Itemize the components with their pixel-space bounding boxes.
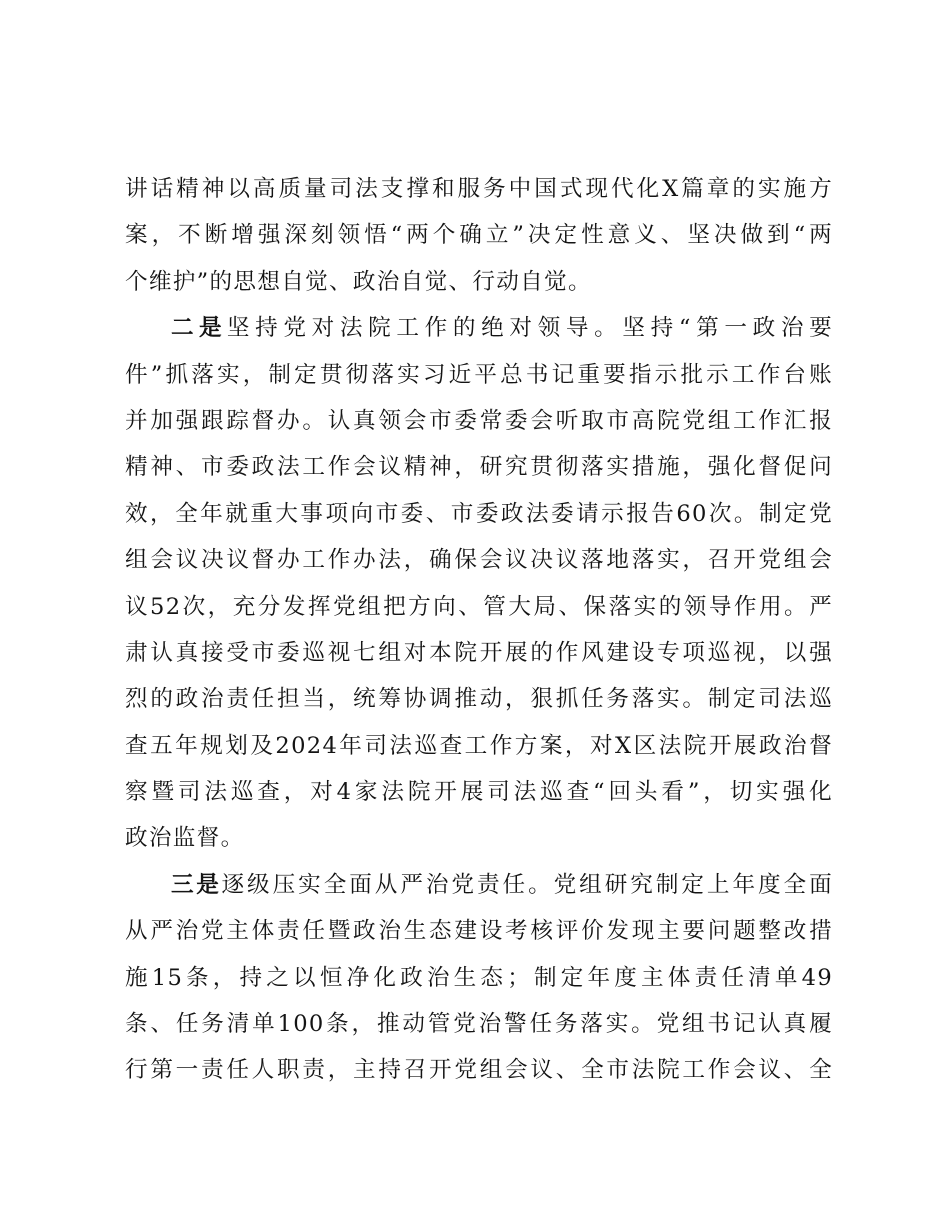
text-line: 肃认真接受市委巡视七组对本院开展的作风建设专项巡视，以强 <box>125 639 833 666</box>
text-line-first <box>125 305 833 351</box>
paragraph-lead-label: 二是 <box>171 315 227 342</box>
text-line-rest: 坚持党对法院工作的绝对领导。坚持“第一政治要 <box>226 315 833 342</box>
text-line: 效，全年就重大事项向市委、市委政法委请示报告60次。制定党 <box>125 500 833 527</box>
text-line-rest: 逐级压实全面从严治党责任。党组研究制定上年度全面 <box>221 871 833 898</box>
text-line: 并加强跟踪督办。认真领会市委常委会听取市高院党组工作汇报 <box>125 407 833 434</box>
text-line: 个维护”的思想自觉、政治自觉、行动自觉。 <box>125 268 592 295</box>
text-line: 案，不断增强深刻领悟“两个确立”决定性意义、坚决做到“两 <box>125 222 833 249</box>
text-line: 精神、市委政法工作会议精神，研究贯彻落实措施，强化督促问 <box>125 454 833 481</box>
text-line: 讲话精神以高质量司法支撑和服务中国式现代化X篇章的实施方 <box>125 176 833 202</box>
text-line: 政治监督。 <box>125 825 245 852</box>
text-line: 从严治党主体责任暨政治生态建设考核评价发现主要问题整改措 <box>125 918 833 945</box>
text-line: 查五年规划及2024年司法巡查工作方案，对X区法院开展政治督 <box>125 732 833 759</box>
document-body <box>125 166 833 1094</box>
text-line: 件”抓落实，制定贯彻落实习近平总书记重要指示批示工作台账 <box>125 361 833 388</box>
text-line: 条、任务清单100条，推动管党治警任务落实。党组书记认真履 <box>125 1011 833 1038</box>
text-line: 察暨司法巡查，对4家法院开展司法巡查“回头看”，切实强化 <box>125 779 833 806</box>
text-line: 施15条，持之以恒净化政治生态；制定年度主体责任清单49 <box>125 964 833 991</box>
paragraph-third <box>125 862 833 1094</box>
text-line: 组会议决议督办工作办法，确保会议决议落地落实，召开党组会 <box>125 547 833 574</box>
text-line: 烈的政治责任担当，统筹协调推动，狠抓任务落实。制定司法巡 <box>125 686 833 713</box>
paragraph-lead-label: 三是 <box>171 871 222 898</box>
paragraph-second <box>125 305 833 862</box>
paragraph-continuation <box>125 166 833 305</box>
text-line: 行第一责任人职责，主持召开党组会议、全市法院工作会议、全 <box>125 1057 833 1084</box>
text-line-first <box>125 862 833 908</box>
text-line: 议52次，充分发挥党组把方向、管大局、保落实的领导作用。严 <box>125 593 833 620</box>
